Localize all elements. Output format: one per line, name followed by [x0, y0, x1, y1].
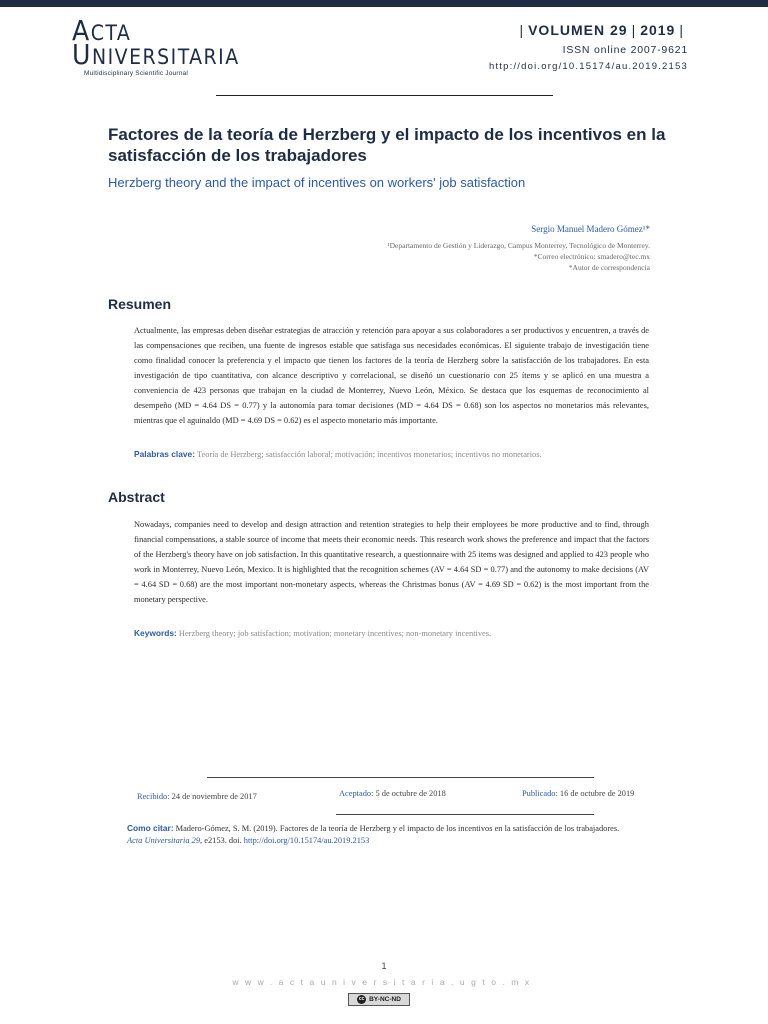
keywords-label-es: Palabras clave: [134, 449, 195, 459]
issue-header [489, 22, 688, 72]
header-divider [216, 95, 553, 96]
cite-label: Como citar: [127, 823, 174, 833]
page-number: 1 [381, 961, 387, 971]
published-date: Publicado: 16 de octubre de 2019 [522, 789, 635, 798]
keywords-label-en: Keywords: [134, 628, 177, 638]
accepted-date: Aceptado: 5 de octubre de 2018 [339, 789, 446, 798]
article-title-en: Herzberg theory and the impact of incentives on workers' job satisfaction [108, 175, 526, 190]
journal-logo: ACTA UNIVERSITARIA Multidisciplinary Scientific Journal [72, 14, 240, 77]
dates-divider [207, 777, 594, 778]
cite-tail: , e2153. doi. [200, 836, 242, 845]
author-block [387, 224, 650, 273]
journal-website[interactable]: www.actauniversitaria.ugto.mx [232, 977, 536, 987]
issn: ISSN online 2007-9621 [562, 44, 688, 56]
cite-doi-link[interactable]: http://doi.org/10.15174/au.2019.2153 [243, 836, 370, 845]
received-date: Recibido: 24 de noviembre de 2017 [137, 792, 257, 801]
volume-line: | VOLUMEN 29 | 2019 | [519, 22, 684, 38]
correspondence-note: *Autor de correspondencia [568, 263, 650, 272]
license-text: BY-NC-ND [369, 996, 401, 1003]
abstract-keywords [134, 628, 649, 638]
resumen-heading: Resumen [108, 296, 172, 312]
author-email[interactable]: *Correo electrónico: smadero@tec.mx [533, 252, 650, 261]
doi-link[interactable]: http://doi.org/10.15174/au.2019.2153 [488, 61, 688, 72]
author-name: Sergio Manuel Madero Gómez¹* [531, 224, 650, 234]
cite-text: Madero-Gómez, S. M. (2019). Factores de la teoría de Herzberg y el impacto de los incentivos en la satisfacción de los trabajadores. [175, 824, 620, 833]
top-color-bar [0, 0, 768, 7]
cc-license-icon: cc [358, 996, 365, 1002]
how-to-cite [127, 822, 687, 847]
resumen-body: Actualmente, las empresas deben diseñar estrategias de atracción y retención para apoyar a sus colaboradores a ser productivos y encuentren, a través de las compensaciones que reciben, una fuente de ingresos estable que satisfaga sus necesidades económicas. El siguiente trabajo de investigación tiene como finalidad conocer la preferencia y el impacto que tienen los factores de la teoría de Herzberg sobre la satisfacción de los trabajadores. En esta investigación de tipo cuantitativa, con alcance descriptivo y correlacional, se diseñó un cuestionario con 25 ítems y se aplicó en una muestra a conveniencia de 423 personas que trabajan en la ciudad de Monterrey, Nuevo León, México. Se destaca que los esquemas de reconocimiento al desempeño (MD = 4.64 DS = 0.77) y la autonomía para tomar decisiones (MD = 4.64 DS = 0.68) son los aspectos no monetarios más relevantes, mientras que el aguinaldo (MD = 4.69 DS = 0.62) es el aspecto monetario más importante. [134, 326, 649, 425]
abstract-heading: Abstract [108, 489, 165, 505]
affiliation: ¹Departamento de Gestión y Liderazgo, Campus Monterrey, Tecnológico de Monterrey. [387, 241, 650, 250]
keywords-en: Herzberg theory; job satisfaction; motivation; monetary incentives; non-monetary incentives. [178, 629, 492, 638]
keywords-es: Teoría de Herzberg; satisfacción laboral; motivación; incentivos monetarios; incentivos no monetarios. [196, 450, 542, 459]
resumen-keywords [134, 449, 649, 459]
article-title-es: Factores de la teoría de Herzberg y el impacto de los incentivos en la satisfacción de los trabajadores [108, 125, 666, 165]
journal-tagline: Multidisciplinary Scientific Journal [84, 70, 189, 77]
citation-divider [336, 814, 594, 815]
cite-journal: Acta Universitaria 29 [127, 836, 201, 845]
license-badge[interactable] [348, 993, 410, 1006]
abstract-body: Nowadays, companies need to develop and design attraction and retention strategies to help their employees be more productive and to find, through financial compensations, a stable source of income that meets their economic needs. This research work shows the preference and impact that the factors of the Herzberg's theory have on job satisfaction. In this quantitative research, a questionnaire with 25 items was designed and applied to 423 people who work in Monterrey, Nuevo León, Mexico. It is highlighted that the recognition schemes (AV = 4.64 SD = 0.77) and the autonomy to make decisions (AV = 4.64 SD = 0.68) are the most important non-monetary aspects, whereas the Christmas bonus (AV = 4.69 SD = 0.62) is the most important from the monetary perspective. [134, 520, 649, 604]
